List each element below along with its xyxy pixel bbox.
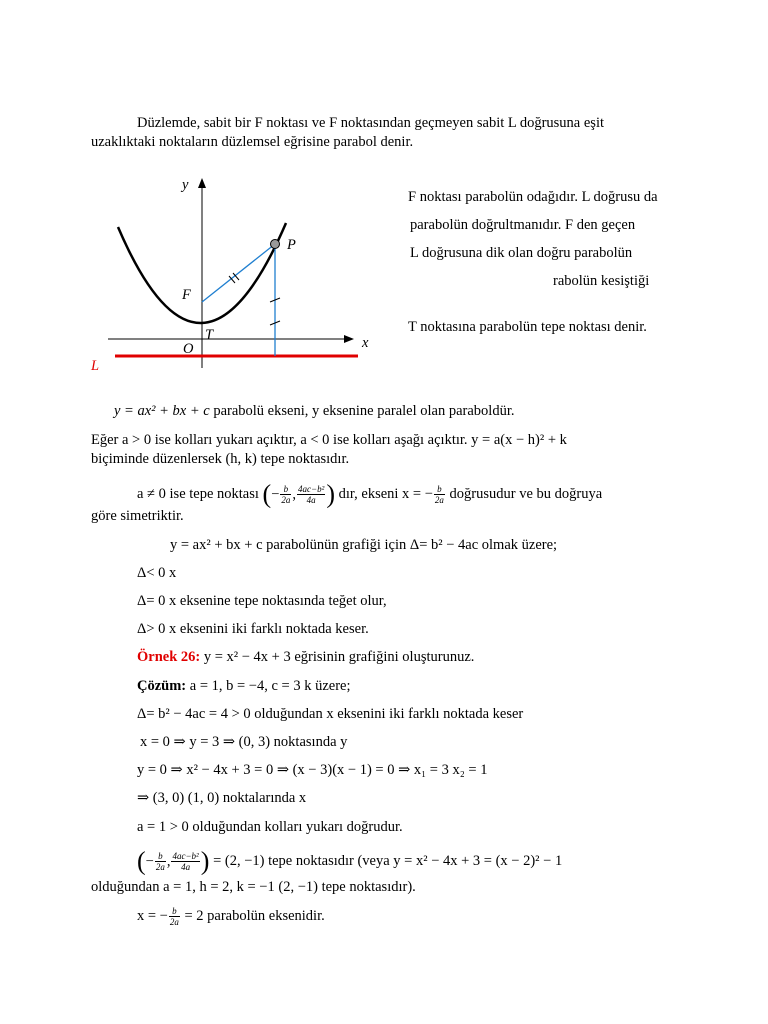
frac-4a-2: 4a bbox=[181, 862, 191, 872]
side-text-4: rabolün kesiştiği bbox=[553, 273, 650, 289]
delta-intro: y = ax² + bx + c parabolünün grafiği için Δ= b² − 4ac olmak üzere; bbox=[170, 537, 558, 553]
example-label: Örnek 26: bbox=[137, 649, 201, 665]
step-1: Δ= b² − 4ac = 4 > 0 olduğundan x eksenini iki farklı noktada keser bbox=[137, 706, 524, 722]
solution-text: a = 1, b = −4, c = 3 k üzere; bbox=[186, 678, 351, 694]
vertex-pre: a ≠ 0 ise tepe noktası bbox=[137, 485, 259, 502]
step-8-pre: x = − bbox=[137, 907, 168, 924]
condition-line-1: Eğer a > 0 ise kolları yukarı açıktır, a < 0 ise kolları aşağı açıktır. y = a(x − h)² + k bbox=[91, 432, 567, 448]
label-t: T bbox=[205, 327, 214, 343]
frac-2a-2: 2a bbox=[434, 495, 444, 505]
frac-b-4: b bbox=[169, 906, 180, 917]
example-text: y = x² − 4x + 3 eğrisinin grafiğini oluşturunuz. bbox=[200, 649, 475, 665]
solution-label: Çözüm: bbox=[137, 678, 187, 694]
general-equation: y = ax² + bx + c bbox=[114, 403, 210, 419]
frac-4a: 4a bbox=[306, 495, 316, 505]
step-2: x = 0 ⇒ y = 3 ⇒ (0, 3) noktasında y bbox=[140, 734, 348, 750]
vertex-post-2: doğrusudur ve bu doğruya bbox=[445, 485, 603, 502]
frac-2a-4: 2a bbox=[169, 917, 179, 927]
solution-line bbox=[137, 677, 351, 695]
step-5: a = 1 > 0 olduğundan kolları yukarı doğrudur. bbox=[137, 819, 403, 835]
step-8 bbox=[137, 906, 325, 927]
step-3: y = 0 ⇒ x² − 4x + 3 = 0 ⇒ (x − 3)(x − 1) = 0 ⇒ x₁ = 3 x₂ = 1 bbox=[137, 762, 488, 778]
step-8-post: = 2 parabolün eksenidir. bbox=[180, 907, 325, 924]
side-text-2: parabolün doğrultmanıdır. F den geçen bbox=[410, 217, 636, 233]
example-line bbox=[137, 648, 474, 666]
frac-b-3: b bbox=[155, 851, 166, 862]
x-axis-arrow-icon bbox=[344, 335, 354, 343]
delta-case-2: Δ= 0 x eksenine tepe noktasında teğet olur, bbox=[137, 593, 387, 609]
label-f: F bbox=[182, 287, 191, 303]
side-text-3: L doğrusuna dik olan doğru parabolün bbox=[410, 245, 633, 261]
side-text-1: F noktası parabolün odağıdır. L doğrusu da bbox=[408, 189, 658, 205]
vertex-line-2: göre simetriktir. bbox=[91, 508, 184, 524]
step-7: olduğundan a = 1, h = 2, k = −1 (2, −1) tepe noktasıdır). bbox=[91, 879, 416, 895]
general-equation-line bbox=[114, 402, 515, 420]
frac-2a: 2a bbox=[281, 495, 291, 505]
label-l: L bbox=[91, 358, 100, 374]
delta-case-1: Δ< 0 x bbox=[137, 565, 177, 581]
frac-4ac-b2: 4ac−b² bbox=[298, 484, 325, 494]
step-6: (− $\frac{b}{2a}$ , $\frac{\text{4ac−b²}}{4a}$ ) = (2, −1) tepe noktasıdır (veya y = x² − 4x + 3 = (x − 2)² − 1 bbox=[137, 846, 563, 876]
condition-line-2: biçiminde düzenlersek (h, k) tepe noktasıdır. bbox=[91, 451, 350, 467]
label-y: y bbox=[182, 177, 189, 193]
vertex-post: dır, ekseni x = − bbox=[334, 485, 433, 502]
focus-to-point-segment bbox=[202, 244, 275, 302]
label-o: O bbox=[183, 341, 194, 357]
intro-line-1: Düzlemde, sabit bir F noktası ve F noktasından geçmeyen sabit L doğrusuna eşit bbox=[137, 115, 604, 131]
label-x: x bbox=[362, 335, 369, 351]
intro-line-2: uzaklıktaki noktaların düzlemsel eğrisine parabol denir. bbox=[91, 134, 414, 150]
delta-case-3: Δ> 0 x eksenini iki farklı noktada keser. bbox=[137, 621, 369, 637]
frac-2a-3: 2a bbox=[155, 862, 165, 872]
step-4: ⇒ (3, 0) (1, 0) noktalarında x bbox=[137, 790, 307, 806]
label-p: P bbox=[287, 237, 296, 253]
frac-4ac-b2-2: 4ac−b² bbox=[172, 851, 199, 861]
frac-b-2: b bbox=[434, 484, 445, 495]
side-text-5: T noktasına parabolün tepe noktası denir. bbox=[408, 319, 647, 335]
general-equation-rest: parabolü ekseni, y eksenine paralel olan paraboldür. bbox=[209, 403, 515, 419]
step-6-post: = (2, −1) tepe noktasıdır (veya y = x² − 4x + 3 = (x − 2)² − 1 bbox=[209, 852, 563, 869]
frac-b: b bbox=[280, 484, 291, 495]
point-p-marker bbox=[271, 240, 280, 249]
vertex-line: a ≠ 0 ise tepe noktası (− $\frac{b}{2a}$ , $\frac{\text{4ac−b²}}{4a}$ ) dır, ekseni x = − $\frac{b}{2a}$ doğrusudur ve bu doğruya bbox=[137, 479, 603, 509]
y-axis-arrow-icon bbox=[198, 178, 206, 188]
